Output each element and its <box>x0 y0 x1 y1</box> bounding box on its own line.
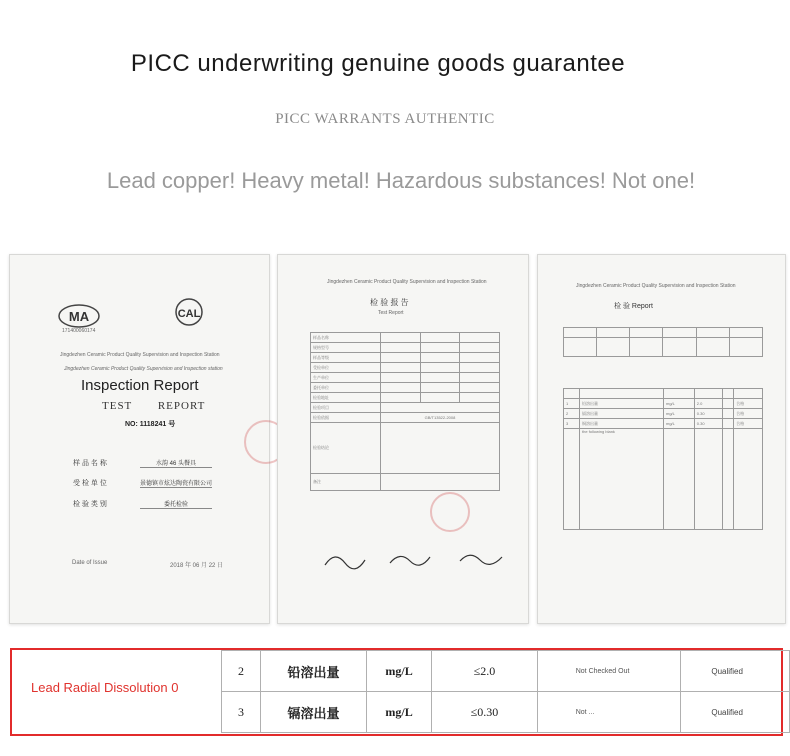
doc2-title: 检 验 报 告 <box>370 298 409 307</box>
item-unit: mg/L <box>367 692 432 733</box>
date-of-issue-label: Date of Issue <box>72 560 108 566</box>
lead-dissolution-label: Lead Radial Dissolution 0 <box>31 680 179 695</box>
subheadline: PICC WARRANTS AUTHENTIC <box>275 111 495 127</box>
doc3-summary-table <box>563 327 763 357</box>
doc3-results-table: 1 铅溶出量 mg/L 2.0 合格 2 镉溶出量 mg/L 0.30 合格 3 铜溶出量 mg/L 0.30 合格 the following blank <box>563 388 763 530</box>
tagline: Lead copper! Heavy metal! Hazardous substances! Not one! <box>106 168 696 193</box>
headline: PICC underwriting genuine goods guarantee <box>130 50 626 77</box>
item-standard: Not Checked Out <box>537 651 681 692</box>
doc2-subtitle: Test Report <box>378 310 404 316</box>
row-value-type: 委托检验 <box>140 499 212 509</box>
dissolution-table <box>221 650 790 733</box>
ma-certification-icon <box>57 303 101 329</box>
item-result: Qualified <box>681 692 790 733</box>
inspection-report-title: Inspection Report <box>81 377 199 394</box>
ma-logo-text: MA <box>68 309 90 324</box>
cal-certification-icon <box>172 297 206 327</box>
row-value-client: 景德镇市炫达陶瓷有限公司 <box>140 478 212 488</box>
ma-code: 171400060174 <box>62 328 96 334</box>
item-limit: ≤0.30 <box>432 692 538 733</box>
station-name-italic: Jingdezhen Ceramic Product Quality Supervision and Inspection station <box>64 366 223 372</box>
item-standard: Not ... <box>537 692 681 733</box>
row-number: 3 <box>222 692 261 733</box>
item-name: 镉溶出量 <box>260 692 366 733</box>
row-number: 2 <box>222 651 261 692</box>
cal-logo-text: CAL <box>177 308 201 320</box>
signatures <box>320 545 510 575</box>
row-label-sample: 样 品 名 称 <box>73 460 107 467</box>
station-name: Jingdezhen Ceramic Product Quality Supervision and Inspection Station <box>60 352 220 358</box>
report-number: NO: 1118241 号 <box>125 421 176 428</box>
item-name: 铅溶出量 <box>260 651 366 692</box>
following-blank: the following blank <box>580 429 664 530</box>
item-unit: mg/L <box>367 651 432 692</box>
item-limit: ≤2.0 <box>432 651 538 692</box>
date-of-issue-value: 2018 年 06 月 22 日 <box>170 563 224 569</box>
table-row <box>222 651 790 692</box>
table-row <box>222 692 790 733</box>
row-value-sample: 水韵 46 头餐具 <box>140 458 212 468</box>
row-label-client: 受 检 单 位 <box>73 480 107 487</box>
row-label-type: 检 验 类 别 <box>73 501 107 508</box>
item-result: Qualified <box>681 651 790 692</box>
doc2-stamp <box>430 492 470 532</box>
doc2-standard: GB/T13522-2008 <box>381 413 500 423</box>
doc3-station: Jingdezhen Ceramic Product Quality Supervision and Inspection Station <box>576 283 736 289</box>
inspection-report-cover <box>9 254 270 624</box>
doc2-table: 样品名称 规格型号 样品等级 受检单位 生产单位 委托单位 检验地址 检验项目 检验依据 GB/T13522-2008 检验结论 备注 <box>310 332 500 491</box>
test-report-subtitle: TEST REPORT <box>102 400 206 412</box>
doc2-station: Jingdezhen Ceramic Product Quality Supervision and Inspection Station <box>327 279 487 285</box>
doc3-title: 检 验 Report <box>614 303 653 310</box>
